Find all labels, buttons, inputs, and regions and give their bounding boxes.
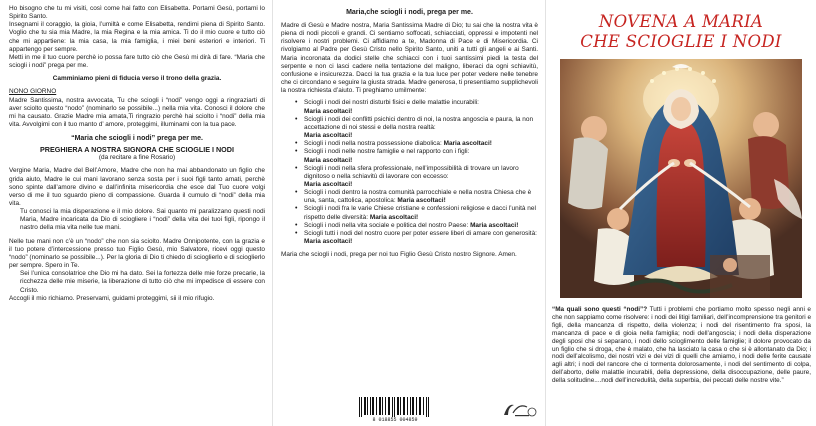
petition-item — [295, 189, 538, 205]
petition-text: Sciogli i nodi dentro la nostra comunità parrocchiale e nella nostra Chiesa che è una, santa, cattolica, apostolica: — [304, 189, 532, 205]
prayer-paragraph: Accogli il mio richiamo. Preservami, guidami proteggimi, sii il mio rifugio. — [9, 294, 215, 302]
prayer-paragraph: Vergine Maria, Madre del Bell’Amore, Madre che non ha mai abbandonato un figlio che grida aiuto, Madre le cui mani lavorano senza sosta per i suoi figli tanto amati, perchè sono spinte dall’amore divino e dall’infinita misericordia che esce dal Tuo cuore volgi verso di me il tuo sguardo pieno di compassione. Guarda il cumulo di “nodi” della mia vita. — [9, 167, 265, 207]
petition-text: Sciogli tutti i nodi del nostro cuore per poter essere liberi di amare con generosità: — [304, 229, 537, 237]
day-text: Madre Santissima, nostra avvocata, Tu che sciogli i “nodi” vengo oggi a ringraziarti di aver sciolto questo “nodo” (nominarlo se possibile...) nella mia vita. Conosci il dolore che mi ha causato. Grazie Madre mia amata,Ti ringrazio perchè hai sciolto i “nodi” della mia vita. Avvolgimi con il tuo manto d’ amore, proteggimi, illuminami con la tua pace. — [9, 96, 265, 129]
petition-response: Maria ascoltaci! — [304, 107, 353, 115]
petition-item — [295, 205, 538, 221]
cover-lead: “Ma quali sono questi “nodi”? — [552, 306, 648, 313]
panel-cover — [546, 0, 816, 426]
prayer-paragraph: Tu conosci la mia disperazione e il mio dolore. Sai quanto mi paralizzano questi nodi Maria, Madre incaricata da Dio di sciogliere i “nodi” della vita dei tuoi figli, ripongo il nastro della mia vita nelle tue mani. — [20, 208, 265, 232]
barcode-image — [357, 397, 433, 417]
petition-text: Sciogli i nodi nella nostra possessione diabolica: — [304, 140, 442, 148]
cover-title — [546, 12, 816, 52]
cover-description — [552, 306, 811, 385]
petition-response: Maria ascoltaci! — [304, 132, 353, 140]
petition-response: Maria ascoltaci! — [369, 213, 419, 221]
petition-item — [295, 116, 538, 140]
panel-middle — [273, 0, 545, 426]
petition-response: Maria ascoltaci! — [304, 156, 353, 164]
panel-left — [0, 0, 272, 426]
prayer-subtitle: (da recitare a fine Rosario) — [98, 154, 176, 162]
panel-footer — [273, 395, 545, 425]
petition-item — [295, 99, 538, 115]
heading-trust: Camminiamo pieni di fiducia verso il trono della grazia. — [52, 75, 222, 83]
petition-response: Maria ascoltaci! — [304, 180, 353, 188]
petition-list — [281, 99, 538, 246]
petition-text: Sciogli i nodi dei nostri disturbi fisici e delle malattie incurabili: — [304, 99, 479, 107]
madonna-painting — [560, 59, 802, 298]
prayer-paragraph: Nelle tue mani non c’è un “nodo” che non sia sciolto. Madre Onnipotente, con la grazia e il tuo potere d’intercessione presso tuo Figlio Gesù, mio Salvatore, ricevi oggi questo “nodo” (nominarlo se possibile...). Per la gloria di Dio ti chiedo di scioglierlo e di scioglierlo per sempre. Spero in Te. — [9, 237, 265, 270]
publisher-logo — [501, 399, 539, 421]
petition-response: Maria ascoltaci! — [304, 238, 353, 246]
petition-item — [295, 148, 538, 164]
heading-pray: “Maria che sciogli i nodi” prega per me. — [71, 135, 203, 143]
petition-response: Maria ascoltaci! — [397, 197, 446, 205]
petition-response: Maria ascoltaci! — [470, 221, 519, 229]
paragraph: Insegnami il coraggio, la gioia, l’umiltà e come Elisabetta, rendimi piena di Spirito Santo. Voglio che tu sia mia Madre, la mia Regina e la mia amica. Ti do il mio cuore e tutto ciò che mi appartiene: la mia casa, la mia famiglia, i miei beni esteriori e interiori. Ti appartengo per sempre. — [9, 21, 265, 53]
petition-text: Sciogli i nodi nelle nostre famiglie e nel rapporto con i figli: — [304, 148, 470, 156]
petition-text: Sciogli i nodi nella vita sociale e politica del nostro Paese: — [304, 221, 469, 229]
petition-text: Sciogli i nodi nella sfera professionale, nell’impossibilità di trovare un lavoro dignitoso o nella schiavitù di lavorare con eccesso: — [304, 164, 519, 180]
paragraph: Metti in me il tuo cuore perchè io possa fare tutto ciò che Gesù mi dirà di fare. “Maria che sciogli i nodi” prega per me. — [9, 53, 265, 70]
cover-text: Tutti i problemi che portiamo molto spesso negli anni e che non sappiamo come risolvere: i nodi dei litigi familiari, dell’incomprensione tra genitori e figli, della mancanza di rispetto, della violenza; i nodi del risentimento fra sposi, la mancanza di pace e di gioia nella famiglia; nodi dell’angoscia; i nodi della disperazione degli sposi che si separano, i nodi dello scioglimento delle famiglie; il dolore provocato da un figlio che si droga, che è malato, che ha lasciato la casa o che si è allontanato da Dio; i nodi dell’alcolismo, dei nostri vizi e dei vizi di quelli che amiamo, i nodi delle ferite causate agli altri; i nodi del rancore che ci tormenta dolorosamente, i nodi del sentimento di colpa, dell’aborto, delle malattie incurabili, della depressione, della disoccupazione, delle paure, della solitudine....nodi dell’incredulità, della superbia, dei peccati delle nostre vite.” — [552, 306, 811, 385]
prayer-title: PREGHIERA A NOSTRA SIGNORA CHE SCIOGLIE I NODI — [40, 145, 234, 155]
petition-text: Sciogli i nodi fra le varie Chiese cristiane e confessioni religiose e dacci l’unità nel rispetto delle diversità: — [304, 205, 536, 221]
petition-text: Sciogli i nodi dei conflitti psichici dentro di noi, la nostra angoscia e paura, la non accettazione di noi stessi e della nostra realtà: — [304, 115, 534, 131]
barcode-number: 8 018855 004859 — [372, 417, 418, 423]
closing-prayer: Maria che sciogli i nodi, prega per noi tuo Figlio Gesù Cristo nostro Signore. Amen. — [281, 251, 517, 259]
petition-response: Maria ascoltaci! — [443, 140, 492, 148]
cover-title-line: CHE SCIOGLIE I NODI — [580, 32, 782, 51]
petition-item — [295, 222, 538, 230]
supplication-text: Madre di Gesù e Madre nostra, Maria Santissima Madre di Dio; tu sai che la nostra vita è piena di nodi piccoli e grandi. Ci sentiamo soffocati, schiacciati, oppressi e impotenti nel risolvere i nostri problemi. Ci affidiamo a te, Madonna di Pace e di Misericordia. Ci rivolgiamo al Padre per Gesù Cristo nello Spirito Santo, uniti a tutti gli angeli e ai Santi. Maria incoronata da dodici stelle che schiacci con i tuoi santissimi piedi la testa del serpente e non ci lasci cadere nella tentazione del maligno, liberaci da ogni schiavitù, confusione e insicurezza. Dacci la tua grazia e la tua luce per poter vedere nelle tenebre che ci circondano e seguire la giusta strada. Madre generosa, ti presentiamo supplichevoli la nostra richiesta d’aiuto. Ti preghiamo umilmente: — [281, 22, 538, 95]
panel-heading: Maria,che sciogli i nodi, prega per me. — [346, 9, 473, 16]
day-heading: NONO GIORNO — [9, 88, 57, 96]
petition-item — [295, 230, 538, 246]
cover-title-line: NOVENA A MARIA — [598, 12, 764, 31]
prayer-paragraph: Sei l’unica consolatrice che Dio mi ha dato. Sei la fortezza delle mie forze precarie, la ricchezza delle mie miserie, la liberazione di tutto ciò che mi impedisce di essere con Cristo. — [20, 270, 265, 294]
petition-item — [295, 140, 538, 148]
petition-item — [295, 165, 538, 189]
intro-text: Ho bisogno che tu mi visiti, così come hai fatto con Elisabetta. Portami Gesù, portami lo Spirito Santo. — [9, 5, 265, 21]
